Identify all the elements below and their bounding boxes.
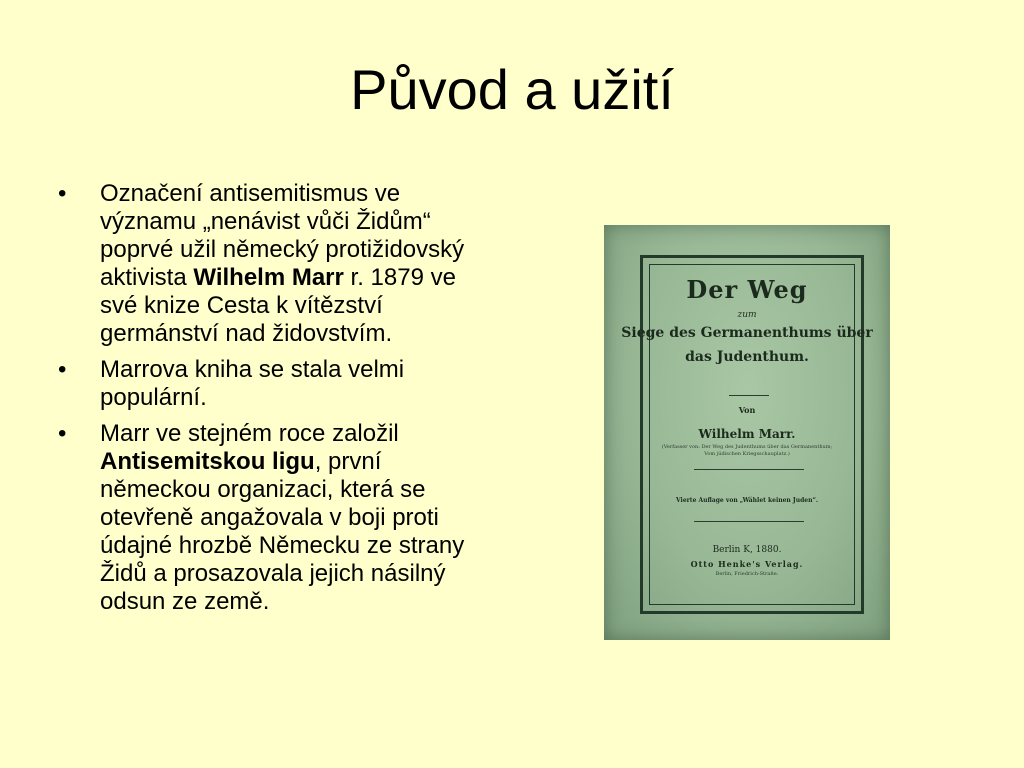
cover-publisher: Otto Henke's Verlag. xyxy=(690,559,804,569)
cover-author: Wilhelm Marr. xyxy=(698,427,796,441)
bullet-text-start: Marr ve stejném roce založil xyxy=(100,420,399,447)
bullet-text-bold: Antisemitskou ligu xyxy=(100,448,315,475)
cover-subtitle: das Judenthum. xyxy=(685,349,809,365)
cover-small-text: Vom jüdischen Kriegsschauplatz.) xyxy=(704,451,790,457)
cover-small-text: (Verfasser von: Der Weg des Judenthums über das Germanenthum; xyxy=(661,444,833,450)
bullet-text: Marrova kniha se stala velmi populární. xyxy=(100,356,405,411)
cover-subtitle: Siege des Germanenthums über xyxy=(621,325,873,341)
bullet-text-start: Označení antisemitismus ve významu „nenávist vůči Židům“ poprvé užil německý protižidovský aktivista xyxy=(100,180,465,291)
cover-text: zum xyxy=(737,310,757,320)
cover-small-text: Berlin, Friedrich-Straße. xyxy=(715,571,779,577)
bullet-marker: • xyxy=(58,420,67,447)
cover-divider xyxy=(694,521,804,522)
cover-title: Der Weg xyxy=(686,275,808,304)
bullet-list xyxy=(58,180,498,624)
bullet-item xyxy=(58,180,498,348)
bullet-item xyxy=(58,356,498,412)
bullet-item xyxy=(58,420,498,616)
bullet-text-end: , první německou organizaci, která se otevřeně angažovala v boji proti údajné hrozbě Německu ze strany Židů a prosazovala jejich násilný odsun ze země. xyxy=(100,448,465,615)
cover-text: Von xyxy=(738,405,756,415)
bullet-text-bold: Wilhelm Marr xyxy=(193,264,344,291)
book-cover-image xyxy=(604,225,890,640)
cover-divider xyxy=(694,469,804,470)
bullet-marker: • xyxy=(58,356,67,383)
bullet-text-end: r. 1879 ve své knize Cesta k vítězství germánství nad židovstvím. xyxy=(100,264,456,347)
cover-place-date: Berlin K, 1880. xyxy=(712,545,782,555)
slide-title: Původ a užití xyxy=(350,58,674,121)
bullet-marker: • xyxy=(58,180,67,207)
cover-edition: Vierte Auflage von „Wählet keinen Juden“. xyxy=(675,497,818,504)
cover-divider xyxy=(729,395,769,396)
